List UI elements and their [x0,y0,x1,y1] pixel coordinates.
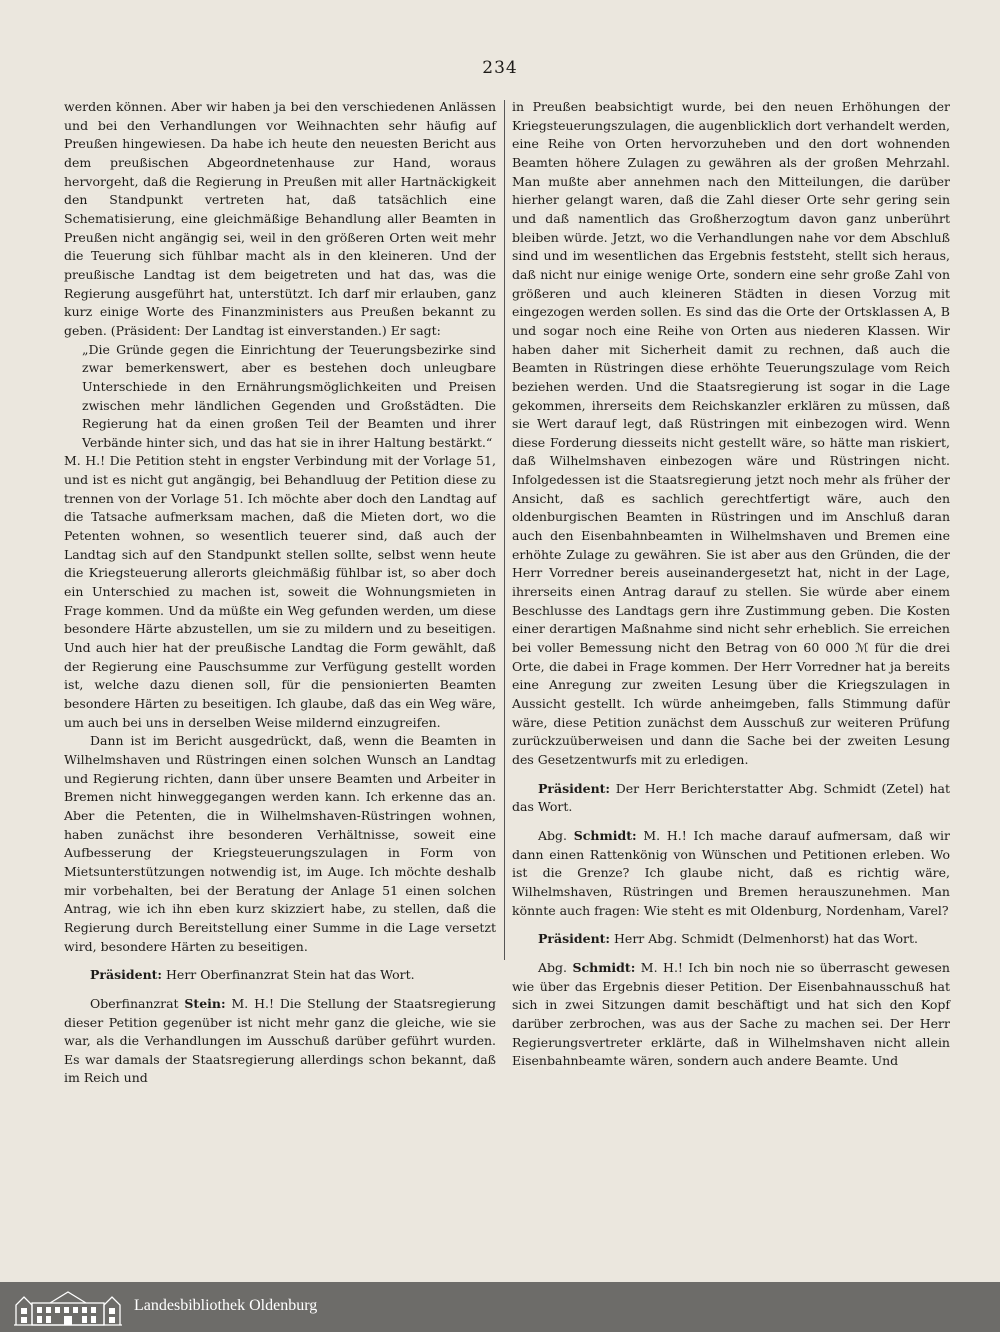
speech-paragraph: Abg. Schmidt: M. H.! Ich bin noch nie so überrascht gewesen wie über das Ergebnis dieser Petition. Der Eisenbahnausschuß hat sich in zwei Sitzungen damit beschäftigt und hat sich den Kopf darüber zerbrochen, was aus der Sache zu machen sei. Der Herr Regierungsvertreter erklärte, daß in Wilhelmshaven nicht allein Eisenbahnbeamte wären, sondern auch andere Beamte. Und [512,959,950,1069]
paragraph: Dann ist im Bericht ausgedrückt, daß, wenn die Beamten in Wilhelmshaven und Rüstringen einen solchen Wunsch an Landtag und Regierung richten, dann über unsere Beamten und Arbeiter in Bremen nicht hinweggegangen werden kann. Ich erkenne das an. Aber die Petenten, die in Wilhelmshaven-Rüstringen wohnen, haben zunächst ihre besonderen Verhältnisse, soweit eine Aufbesserung der Kriegsteuerungszulagen in Form von Mietsunterstützungen notwendig ist, im Auge. Ich möchte deshalb mir vorbehalten, bei der Beratung der Anlage 51 einen solchen Antrag, wie ich ihn eben kurz skizziert habe, zu stellen, daß die Regierung durch Bereitstellung einer Summe in die Lage versetzt wird, besondere Härten zu beseitigen. [64,733,496,954]
speaker-name: Schmidt: [573,827,637,843]
speaker-line: Präsident: Herr Abg. Schmidt (Delmenhorst) hat das Wort. [538,931,918,947]
speaker-name: Präsident: [90,967,163,983]
page-number: 234 [482,58,518,78]
paragraph: werden können. Aber wir haben ja bei den verschiedenen Anlässen und bei den Verhandlungen vor Weihnachten sehr häufig auf Preußen hingewiesen. Da habe ich heute den neuesten Bericht aus dem preußischen Abgeordnetenhause zur Hand, woraus hervorgeht, daß die Regierung in Preußen mit aller Hartnäckigkeit den Standpunkt vertreten hat, daß tatsächlich eine Schematisierung, eine gleichmäßige Behandlung aller Beamten in Preußen nicht angängig sei, weil in den größeren Orten weit mehr die Teuerung sich fühlbar macht als in den kleineren. Und der preußische Landtag ist dem beigetreten und hat das, was die Regierung ausgeführt hat, unterstützt. Ich darf mir erlauben, ganz kurz einige Worte des Finanzministers aus Preußen bekannt zu geben. (Präsident: Der Landtag ist einverstanden.) Er sagt: [64,99,496,338]
speaker-line: Präsident: Der Herr Berichterstatter Abg. Schmidt (Zetel) hat das Wort. [512,780,950,815]
quotation: „Die Gründe gegen die Einrichtung der Teuerungsbezirke sind zwar bemerkenswert, aber es bestehen doch unleugbare Unterschiede in den Ernährungsmöglichkeiten und Preisen zwischen mehr ländlichen Gegenden und Großstädten. Die Regierung hat da einen großen Teil der Beamten und ihrer Verbände hinter sich, und das hat sie in ihrer Haltung bestärkt.“ [82,341,496,450]
left-column [64,98,496,1088]
speech-paragraph: Oberfinanzrat Stein: M. H.! Die Stellung der Staatsregierung dieser Petition gegenüber ist nicht mehr ganz die gleiche, wie sie war, als die Verhandlungen im Ausschuß darüber geführt wurden. Es war damals der Staatsregierung allerdings schon bekannt, daß im Reich und [64,995,496,1086]
library-footer [0,1282,1000,1332]
speaker-name: Schmidt: [572,959,636,975]
speaker-name: Stein: [184,995,226,1011]
speaker-line: Präsident: Herr Oberfinanzrat Stein hat das Wort. [90,967,415,983]
column-divider [504,100,505,960]
speaker-name: Präsident: [538,931,611,947]
speech-paragraph: Abg. Schmidt: M. H.! Ich mache darauf aufmersam, daß wir dann einen Rattenkönig von Wünschen und Petitionen erleben. Wo ist die Grenze? Ich glaube nicht, daß es richtig wäre, Wilhelmshaven, Rüstringen und Bremen herauszunehmen. Man könnte auch fragen: Wie steht es mit Oldenburg, Nordenham, Varel? [512,827,951,918]
library-name: Landesbibliothek Oldenburg [134,1297,318,1314]
right-column [512,98,950,1071]
speaker-name: Präsident: [538,780,611,796]
paragraph: M. H.! Die Petition steht in engster Verbindung mit der Vorlage 51, und ist es nicht gut angängig, bei Behandluug der Petition diese zu trennen von der Vorlage 51. Ich möchte aber doch den Landtag auf die Tatsache aufmerksam machen, daß die Mieten dort, wo die Petenten wohnen, so wesentlich teuerer sind, daß auch der Landtag sich auf den Standpunkt stellen sollte, selbst wenn heute die Kriegsteuerung allerorts gleichmäßig fühlbar ist, so aber doch ein Unterschied zu machen ist, soweit die Wohnungsmieten in Frage kommen. Und da müßte ein Weg gefunden werden, um diese besondere Härte abzustellen, um sie zu mildern und zu beseitigen. Und auch hier hat der preußische Landtag die Form gewählt, daß der Regierung eine Pauschsumme zur Verfügung gestellt worden ist, welche dazu dienen soll, für die pensionierten Beamten besondere Härten zu beseitigen. Ich glaube, daß das ein Weg wäre, um auch bei uns in derselben Weise mildernd einzugreifen. [64,453,496,730]
library-building-icon [12,1287,124,1327]
paragraph: in Preußen beabsichtigt wurde, bei den neuen Erhöhungen der Kriegsteuerungszulagen, die augenblicklich dort verhandelt werden, eine Reihe von Orten hervorzuheben und den dort wohnenden Beamten höhere Zulagen zu gewähren als der großen Mehrzahl. Man mußte aber annehmen nach den Mitteilungen, die darüber hierher gelangt waren, daß die Zahl dieser Orte sehr gering sein und daß namentlich das Großherzogtum davon ganz unberührt bleiben würde. Jetzt, wo die Verhandlungen nahe vor dem Abschluß sind und im wesentlichen das Ergebnis feststeht, stellt sich heraus, daß nicht nur einige wenige Orte, sondern eine sehr große Zahl von größeren und auch kleineren Städten in diesen Vorzug mit eingezogen werden sollen. Es sind das die Orte der Ortsklassen A, B und sogar noch eine Reihe von Orten aus niederen Klassen. Wir haben daher mit Sicherheit damit zu rechnen, daß auch die Beamten in Rüstringen diese erhöhte Teuerungszulage vom Reich beziehen werden. Und die Staatsregierung ist sogar in die Lage gekommen, ihrerseits dem Reichskanzler erklären zu müssen, daß sie Wert darauf legt, daß Rüstringen mit einbezogen wird. Wenn diese Forderung diesseits nicht gestellt wäre, so hätte man riskiert, daß Wilhelmshaven einbezogen wäre und Rüstringen nicht. Infolgedessen ist die Staatsregierung jetzt noch mehr als früher der Ansicht, daß es sachlich gerechtfertigt wäre, auch den oldenburgischen Beamten in Rüstringen und im Anschluß daran auch den Eisenbahnbeamten in Wilhelmshaven und Bremen eine erhöhte Zulage zu gewähren. Sie ist aber aus den Gründen, die der Herr Vorredner bereis auseinandergesetzt hat, nicht in der Lage, ihrerseits einen Antrag darauf zu stellen. Sie würde aber einem Beschlusse des Landtags gern ihre Zustimmung geben. Die Kosten einer derartigen Maßnahme sind nicht sehr erheblich. Sie erreichen bei voller Bemessung nicht den Betrag von 60 000 ℳ für die drei Orte, die dabei in Frage kommen. Der Herr Vorredner hat ja bereits eine Anregung zur zweiten Lesung über die Kriegszulagen in Aussicht gestellt. Ich würde anheimgeben, falls Stimmung dafür wäre, diese Petition zunächst dem Ausschuß zur weiteren Prüfung zurückzuüberweisen und dann die Sache bei der zweiten Lesung des Gesetzentwurfs mit zu erledigen. [512,99,950,767]
